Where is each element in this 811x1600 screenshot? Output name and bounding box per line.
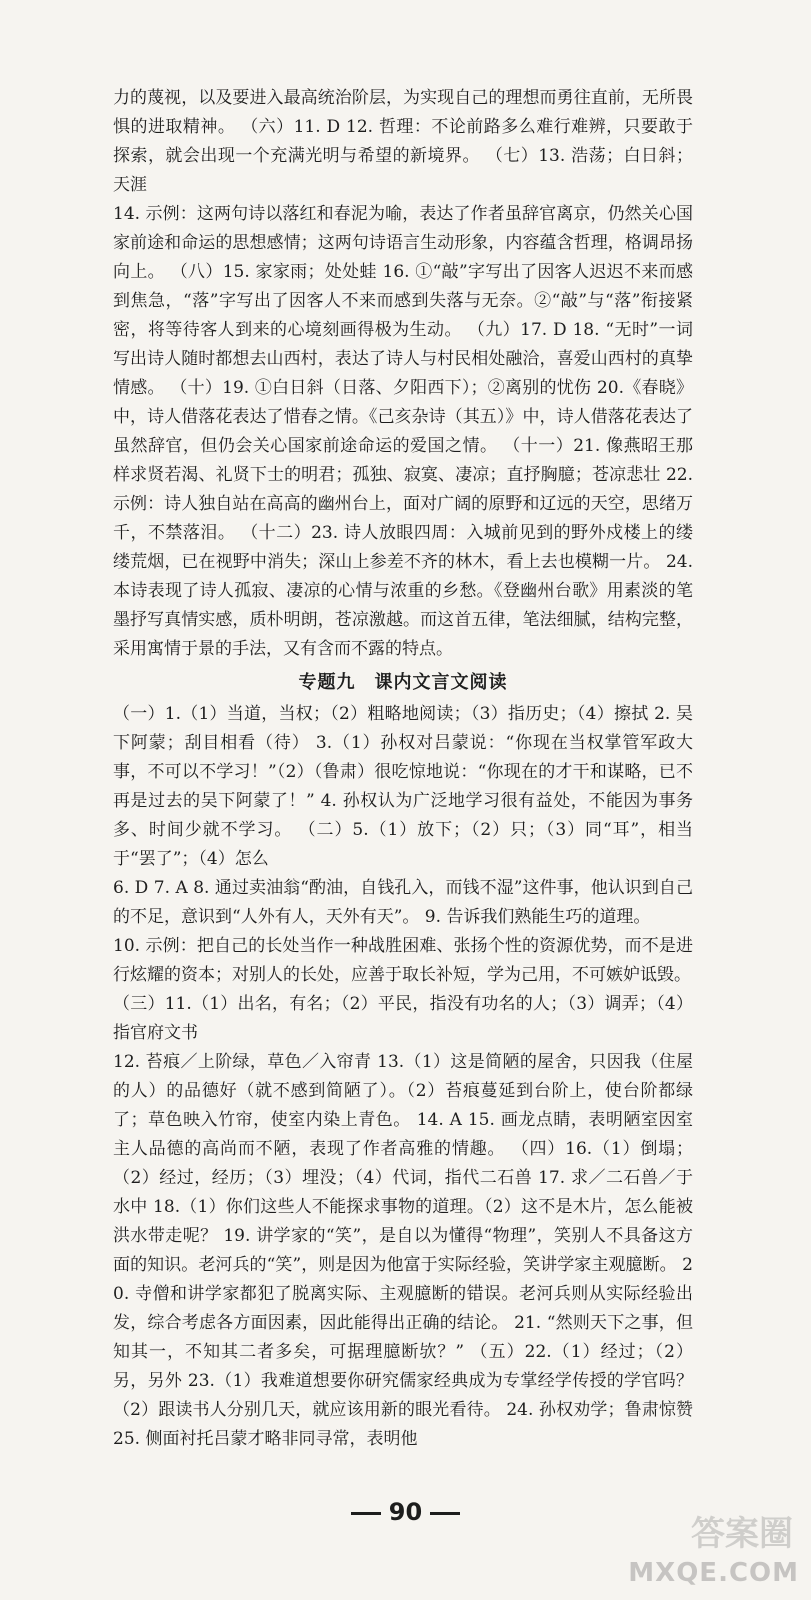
watermark-site-text: MXQE.COM: [628, 1558, 799, 1588]
answer-paragraph-3: （一）1.（1）当道，当权；（2）粗略地阅读；（3）指历史；（4）擦拭 2. 吴下阿蒙；刮目相看（待） 3.（1）孙权对吕蒙说：“你现在当权掌管军政大事，不可以不学习！”（2）（鲁肃）很吃惊地说：“你现在的才干和谋略，已不再是过去的吴下阿蒙了！” 4. 孙权认为广泛地学习很有益处，不能因为事务多、时间少就不学习。 （二）5.（1）放下；（2）只；（3）同“耳”，相当于“罢了”；（4）怎么: [113, 704, 693, 869]
page-number-dash-right: [430, 1512, 460, 1515]
watermark-logo-text: 答案圈: [691, 1514, 793, 1554]
answer-paragraph-5: 10. 示例：把自己的长处当作一种战胜困难、张扬个性的资源优势，而不是进行炫耀的资本；对别人的长处，应善于取长补短，学为己用，不可嫉妒诋毁。: [113, 936, 693, 985]
answer-paragraph-7: 12. 苔痕／上阶绿，草色／入帘青 13.（1）这是简陋的屋舍，只因我（住屋的人）的品德好（就不感到简陋了）。（2）苔痕蔓延到台阶上，使台阶都绿了；草色映入竹帘，使室内染上青色。 14. A 15. 画龙点睛，表明陋室因室主人品德的高尚而不陋，表现了作者高雅的情趣。 （四）16.（1）倒塌；（2）经过，经历；（3）埋没；（4）代词，指代二石兽 17. 求／二石兽／于水中 18.（1）你们这些人不能探求事物的道理。（2）这不是木片，怎么能被洪水带走呢？ 19. 讲学家的“笑”，是自以为懂得“物理”，笑别人不具备这方面的知识。老河兵的“笑”，则是因为他富于实际经验，笑讲学家主观臆断。 20. 寺僧和讲学家都犯了脱离实际、主观臆断的错误。老河兵则从实际经验出发，综合考虑各方面因素，因此能得出正确的结论。 21. “然则天下之事，但知其一，不知其二者多矣，可据理臆断欤？” （五）22.（1）经过；（2）另，另外 23.（1）我难道想要你研究儒家经典成为专掌经学传授的学官吗？（2）跟读书人分别几天，就应该用新的眼光看待。 24. 孙权劝学；鲁肃惊赞 25. 侧面衬托吕蒙才略非同寻常，表明他: [113, 1052, 693, 1449]
section-title: 专题九 课内文言文阅读: [298, 672, 508, 693]
page-number-value: 90: [388, 1498, 423, 1526]
answer-text-column: [113, 84, 693, 1454]
answer-paragraph-4: 6. D 7. A 8. 通过卖油翁“酌油，自钱孔入，而钱不湿”这件事，他认识到自己的不足，意识到“人外有人，天外有天”。 9. 告诉我们熟能生巧的道理。: [113, 878, 693, 927]
watermark-logo: [628, 1502, 803, 1592]
page-number-dash-left: [351, 1512, 381, 1515]
answer-paragraph-6: （三）11.（1）出名，有名；（2）平民，指没有功名的人；（3）调弄；（4）指官府文书: [113, 994, 693, 1043]
answer-paragraph-2: 14. 示例：这两句诗以落红和春泥为喻，表达了作者虽辞官离京，仍然关心国家前途和命运的思想感情；这两句诗语言生动形象，内容蕴含哲理，格调昂扬向上。 （八）15. 家家雨；处处蛙 16. ①“敲”字写出了因客人迟迟不来而感到焦急，“落”字写出了因客人不来而感到失落与无奈。②“敲”与“落”衔接紧密，将等待客人到来的心境刻画得极为生动。 （九）17. D 18. “无时”一词写出诗人随时都想去山西村，表达了诗人与村民相处融洽，喜爱山西村的真挚情感。 （十）19. ①白日斜（日落、夕阳西下）；②离别的忧伤 20.《春晓》中，诗人借落花表达了惜春之情。《己亥杂诗（其五）》中，诗人借落花表达了虽然辞官，但仍会关心国家前途命运的爱国之情。 （十一）21. 像燕昭王那样求贤若渴、礼贤下士的明君；孤独、寂寞、凄凉；直抒胸臆；苍凉悲壮 22. 示例：诗人独自站在高高的幽州台上，面对广阔的原野和辽远的天空，思绪万千，不禁落泪。 （十二）23. 诗人放眼四周：入城前见到的野外戍楼上的缕缕荒烟，已在视野中消失；深山上参差不齐的林木，看上去也模糊一片。 24. 本诗表现了诗人孤寂、凄凉的心情与浓重的乡愁。《登幽州台歌》用素淡的笔墨抒写真情实感，质朴明朗，苍凉激越。而这首五律，笔法细腻，结构完整，采用寓情于景的手法，又有含而不露的特点。: [113, 204, 693, 659]
answer-paragraph-1: 力的蔑视，以及要进入最高统治阶层，为实现自己的理想而勇往直前，无所畏惧的进取精神。 （六）11. D 12. 哲理：不论前路多么难行难辨，只要敢于探索，就会出现一个充满光明与希望的新境界。 （七）13. 浩荡；白日斜；天涯: [113, 88, 693, 195]
